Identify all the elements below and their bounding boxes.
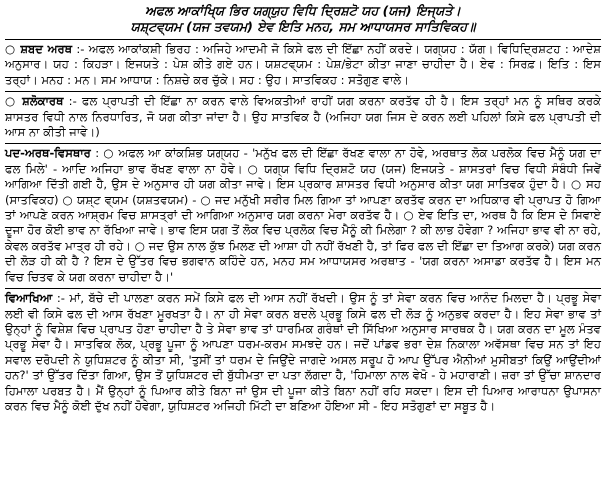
section-label: ○ ਸ਼ਲੋਕਾਰਥ: [5, 94, 64, 109]
section-text: :- ਅਫਲ ਆਕਾਂਕਸ਼ੀ ਭਿਰਹ : ਅਜਿਹੇ ਆਦਮੀ ਜੋ ਕਿਸੇ ਫਲ ਦੀ ਇੱਛਾ ਨਹੀਂ ਕਰਦੇ। ਯਗ੍ਯਹ : ਯੱਗ। ਵਿਧਿਦ੍ਰਿਸ਼ਟਹ : ਆਦੇਸ਼ ਅਨੁਸਾਰ। ਯਹ : ਕਿਹੜਾ। ਇਜਯਤੇ : ਪੇਸ਼ ਕੀਤੇ ਗਏ ਹਨ। ਯਸ਼ਟਵ੍ਯਮ : ਪੇਸ਼/ਭੇਟਾ ਕੀਤਾ ਜਾਣਾ ਚਾਹੀਦਾ ਹੈ। ਏਵ : ਸਿਰਫ਼। ਇਤਿ : ਇਸ ਤਰ੍ਹਾਂ। ਮਨਹ : ਮਨ। ਸਮ ਆਧਾਯ : ਨਿਸ਼ਚੇ ਕਰ ਚੁੱਕੇ। ਸਹ : ਉਹ। ਸਾਤਵਿਕਹ : ਸਤੋਗੁਣ ਵਾਲੇ।: [5, 42, 602, 87]
section-word-elaboration: [5, 143, 601, 285]
section-paragraph: [5, 146, 601, 285]
section-word-meanings: [5, 39, 601, 88]
shloka-line-1: ਅਫਲ ਆਕਾਂਖ੍ਯਿ ਭਿਰ ਯਗ੍ਯੁਹ ਵਿਧਿ ਦ੍ਰਿਸ਼ਟੋ ਯਹ (ਯਜ) ਇਜ੍ਯਤੇ।: [145, 3, 461, 18]
section-paragraph: [5, 94, 601, 140]
section-label: ○ ਸ਼ਬਦ ਅਰਥ: [5, 42, 73, 56]
shloka-line-2: ਯਸ਼੍ਟਵ੍ਯਮ (ਯਜ ਤਵਯਮ) ਏਵ ਇਤਿ ਮਨਹ, ਸਮ ਆਧਾਯਸਰ ਸਾਤਿਵਿਕਹ॥: [130, 19, 476, 34]
section-label: ਵਿਆਖਿਆ: [5, 291, 53, 306]
section-text: :- ਫਲ ਪ੍ਰਾਪਤੀ ਦੀ ਇੱਛਾ ਨਾ ਕਰਨ ਵਾਲੇ ਵਿਅਕਤੀਆਂ ਰਾਹੀਂ ਯਗ ਕਰਨਾ ਕਰਤੱਵ ਹੀ ਹੈ। ਇਸ ਤਰ੍ਹਾਂ ਮਨ ਨੂੰ ਸਥਿਰ ਕਰਕੇ ਸ਼ਾਸਤਰ ਵਿਧੀ ਨਾਲ ਨਿਰਧਾਰਿਤ, ਜੋ ਯਗ ਕੀਤਾ ਜਾਂਦਾ ਹੈ। ਉਹ ਸਾਤਵਿਕ ਹੈ (ਅਜਿਹਾ ਯਗ ਜਿਸ ਦੇ ਕਰਨ ਲਈ ਪਹਿਲਾਂ ਕਿਸੇ ਫਲ ਪ੍ਰਾਪਤੀ ਦੀ ਆਸ ਨਾ ਕੀਤੀ ਜਾਵੇ।): [5, 94, 601, 140]
section-text: : ○ ਅਫਲ ਆ ਕਾਂਕਸ਼ਿਭ ਯਗ੍ਯਹ - 'ਮਨੁੱਖ ਫਲ ਦੀ ਇੱਛਾ ਰੱਖਣ ਵਾਲਾ ਨਾ ਹੋਵੇ, ਅਰਥਾਤ ਲੋਕ ਪਰਲੋਕ ਵਿਚ ਮੈਨੂੰ ਯਗ ਦਾ ਫਲ ਮਿਲੇ' - ਆਦਿ ਅਜਿਹਾ ਭਾਵ ਰੱਖਣ ਵਾਲਾ ਨਾ ਹੋਵੇ। ○ ਯਗ੍ਯ ਵਿਧਿ ਦ੍ਰਿਸ਼ਟੋ ਯਹ (ਯਜ) ਇਜਯਤੇ - ਸ਼ਾਸਤਰਾਂ ਵਿਚ ਵਿਧੀ ਸੰਬੰਧੀ ਜਿਵੇਂ ਆਗਿਆ ਦਿੱਤੀ ਗਈ ਹੈ, ਉਸ ਦੇ ਅਨੁਸਾਰ ਹੀ ਯਗ ਕੀਤਾ ਜਾਵੇ। ਇਸ ਪ੍ਰਕਾਰ ਸ਼ਾਸਤਰ ਵਿਧੀ ਅਨੁਸਾਰ ਕੀਤਾ ਯਗ ਸਾਤਿਵਕ ਹੁੰਦਾ ਹੈ। ○ ਸਹ (ਸਾਤਵਿਕਹ) ○ ਯਸ਼੍ਟ ਵ੍ਯਮ (ਯਸ਼ਤਵਯਮ) - ○ ਜਦ ਮਨੁੱਖੀ ਸਰੀਰ ਮਿਲ ਗਿਆ ਤਾਂ ਆਪਣਾ ਕਰਤੱਵ ਕਰਨ ਦਾ ਅਧਿਕਾਰ ਵੀ ਪ੍ਰਾਪਤ ਹੋ ਗਿਆ ਤਾਂ ਆਪਣੇ ਕਰਨ ਆਸ਼੍ਰਮ ਵਿਚ ਸ਼ਾਸਤ੍ਰਾਂ ਦੀ ਆਗਿਆ ਅਨੁਸਾਰ ਯਗ ਕਰਨਾ ਮੇਰਾ ਕਰਤੱਵ ਹੈ। ○ ਏਵ ਇਤਿ ਦਾ, ਅਰਥ ਹੈ ਕਿ ਇਸ ਦੇ ਸਿਵਾਏ ਦੂਜਾ ਹੋਰ ਕੋਈ ਭਾਵ ਨਾ ਰੱਖਿਆ ਜਾਵੇ। ਭਾਵ ਇਸ ਯਗ ਤੋਂ ਲੋਕ ਵਿਚ ਪ੍ਰਲੋਕ ਵਿਚ ਮੈਨੂੰ ਕੀ ਮਿਲੇਗਾ ? ਕੀ ਲਾਭ ਹੋਵੇਗਾ ? ਅਜਿਹਾ ਭਾਵ ਵੀ ਨਾ ਰਹੇ, ਕੇਵਲ ਕਰਤੱਵ ਮਾਤ੍ਰ ਹੀ ਰਹੇ। ○ ਜਦ ਉਸ ਨਾਲ ਕੁੱਝ ਮਿਲਣ ਦੀ ਆਸ਼ਾ ਹੀ ਨਹੀਂ ਰੱਖਣੀ ਹੈ, ਤਾਂ ਫਿਰ ਫਲ ਦੀ ਇੱਛਾ ਦਾ ਤਿਆਗ ਕਰਕੇ) ਯਗ ਕਰਨ ਦੀ ਲੋੜ ਹੀ ਕੀ ਹੈ ? ਇਸ ਦੇ ਉੱਤਰ ਵਿਚ ਭਗਵਾਨ ਕਹਿੰਦੇ ਹਨ, ਮਨਹ ਸਮ ਆਧਾਯਸਰ ਅਰਥਾਤ - 'ਯਗ ਕਰਨਾ ਅਸਾਡਾ ਕਰਤੱਵ ਹੈ। ਇਸ ਮਨ ਵਿਚ ਚਿਤਵ ਕੇ ਯਗ ਕਰਨਾ ਚਾਹੀਦਾ ਹੈ।': [5, 146, 601, 284]
section-paragraph: [5, 291, 601, 414]
section-verse-meaning: [5, 91, 601, 140]
section-paragraph: [5, 42, 601, 88]
section-commentary: [5, 288, 601, 414]
section-text: :- ਮਾਂ, ਬੱਚੇ ਦੀ ਪਾਲਣਾ ਕਰਨ ਸਮੇਂ ਕਿਸੇ ਫਲ ਦੀ ਆਸ ਨਹੀਂ ਰੱਖਦੀ। ਉਸ ਨੂੰ ਤਾਂ ਸੇਵਾ ਕਰਨ ਵਿਚ ਆਨੰਦ ਮਿਲਦਾ ਹੈ। ਪ੍ਰਭੂ ਸੇਵਾ ਲਈ ਵੀ ਕਿਸੇ ਫਲ ਦੀ ਆਸ ਰੱਖਣਾ ਮੂਰਖਤਾ ਹੈ। ਨਾ ਹੀ ਸੇਵਾ ਕਰਨ ਬਦਲੇ ਪ੍ਰਭੂ ਕਿਸੇ ਫਲ ਦੀ ਲੋੜ ਨੂੰ ਅਨੁਭਵ ਕਰਦਾ ਹੈ। ਇਹ ਸੇਵਾ ਭਾਵ ਤਾਂ ਉਨ੍ਹਾਂ ਨੂੰ ਵਿਸ਼ੇਸ਼ ਵਿਚ ਪ੍ਰਾਪਤ ਹੋਣਾ ਚਾਹੀਦਾ ਹੈ ਤੇ ਸੇਵਾ ਭਾਵ ਤਾਂ ਧਾਰਮਿਕ ਗਰੰਥਾਂ ਦੀ ਸਿੱਖਿਆ ਅਨੁਸਾਰ ਸਾਰਥਕ ਹੈ। ਯਗ ਕਰਨ ਦਾ ਮੂਲ ਮੰਤਵ ਪ੍ਰਭੂ ਸੇਵਾ ਹੈ। ਸਾਤਵਿਕ ਲੋਕ, ਪ੍ਰਭੂ ਪੂਜਾ ਨੂੰ ਆਪਣਾ ਧਰਮ-ਕਰਮ ਸਮਝਦੇ ਹਨ। ਜਦੋਂ ਪਾਂਡਵ ਭਰਾ ਦੇਸ਼ ਨਿਕਾਲਾ ਅਵੱਸਥਾ ਵਿਚ ਸਨ ਤਾਂ ਇਹ ਸਵਾਲ ਦਰੋਪਦੀ ਨੇ ਯੁਧਿਸ਼ਟਰ ਨੂੰ ਕੀਤਾ ਸੀ, 'ਤੁਸੀਂ ਤਾਂ ਧਰਮ ਦੇ ਜਿਉਂਦੇ ਜਾਗਦੇ ਅਸਲ ਸਰੂਪ ਹੋ ਆਪ ਉੱਪਰ ਐਨੀਆਂ ਮੁਸੀਬਤਾਂ ਕਿਉਂ ਆਉਂਦੀਆਂ ਹਨ?' ਤਾਂ ਉੱਤਰ ਦਿੱਤਾ ਗਿਆ, ਉਸ ਤੋਂ ਯੁਧਿਸ਼ਟਰ ਦੀ ਬੁੱਧੀਮਤਾ ਦਾ ਪਤਾ ਲੱਗਦਾ ਹੈ, 'ਹਿਮਾਲਾ ਨਾਲ ਵੇਖੋ - ਹੇ ਮਹਾਰਾਣੀ। ਜ਼ਰਾ ਤਾਂ ਉੱਚਾ ਸ਼ਾਨਦਾਰ ਹਿਮਾਲਾ ਪਰਬਤ ਹੈ। ਮੈਂ ਉਨ੍ਹਾਂ ਨੂੰ ਪਿਆਰ ਕੀਤੇ ਬਿਨਾ ਜਾਂ ਉਸ ਦੀ ਪੂਜਾ ਕੀਤੇ ਬਿਨਾ ਨਹੀਂ ਰਹਿ ਸਕਦਾ। ਇਸ ਦੀ ਪਿਆਰ ਆਰਾਧਨਾ ਉਪਾਸਨਾ ਕਰਨ ਵਿਚ ਮੈਨੂੰ ਕੋਈ ਦੁੱਖ ਨਹੀਂ ਹੋਵੇਗਾ, ਯੁਧਿਸ਼ਟਰ ਅਜਿਹੀ ਮਿੱਟੀ ਦਾ ਬਣਿਆ ਹੋਇਆ ਸੀ - ਇਹ ਸਤੋਗੁਣਾਂ ਦਾ ਸਬੂਤ ਹੈ।: [5, 291, 602, 413]
section-label: ਪਦ-ਅਰਥ-ਵਿਸਥਾਰ: [5, 146, 91, 161]
